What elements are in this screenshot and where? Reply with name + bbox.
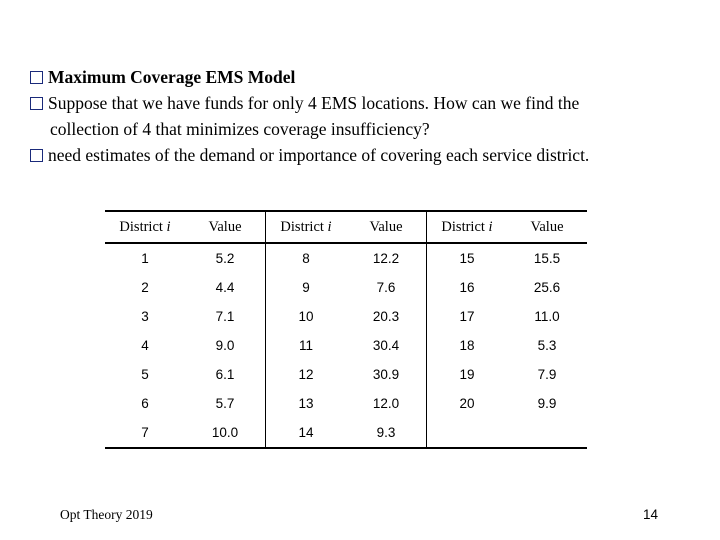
- district-cell: 12: [298, 367, 314, 382]
- district-cell: 2: [141, 280, 149, 295]
- value-cell: 4.4: [185, 273, 266, 302]
- column-header-district: District i: [119, 218, 171, 235]
- value-cell: 9.9: [537, 396, 557, 411]
- bullet-item-question: [30, 90, 710, 116]
- district-cell: 4: [141, 338, 149, 353]
- district-cell: 1: [141, 251, 149, 266]
- district-cell: 9: [302, 280, 310, 295]
- value-cell: 20.3: [346, 302, 427, 331]
- value-cell: 10.0: [185, 418, 266, 448]
- bullet-item-title: [30, 64, 710, 90]
- column-header-value: Value: [185, 211, 266, 243]
- district-cell: 10: [298, 309, 314, 324]
- district-cell: 16: [459, 280, 475, 295]
- table-row: [105, 302, 587, 331]
- table-row: [105, 273, 587, 302]
- table-row: [105, 331, 587, 360]
- district-cell: 3: [141, 309, 149, 324]
- value-cell: 7.9: [537, 367, 557, 382]
- district-cell: 18: [459, 338, 475, 353]
- value-cell: 9.3: [346, 418, 427, 448]
- value-cell: 12.2: [346, 243, 427, 273]
- district-cell: 14: [298, 425, 314, 440]
- table-row: [105, 389, 587, 418]
- value-cell: 9.0: [185, 331, 266, 360]
- checkbox-bullet-icon: [30, 71, 43, 84]
- table-row: [105, 360, 587, 389]
- value-cell: 30.4: [346, 331, 427, 360]
- checkbox-bullet-icon: [30, 97, 43, 110]
- bullet-item-estimates: [30, 142, 710, 168]
- table-row: [105, 243, 587, 273]
- district-cell: 17: [459, 309, 475, 324]
- bullet-list: [30, 64, 710, 168]
- district-cell: 6: [141, 396, 149, 411]
- district-cell: 8: [302, 251, 310, 266]
- district-value-table: [105, 210, 587, 449]
- value-cell: 12.0: [346, 389, 427, 418]
- column-header-district: District i: [280, 218, 332, 235]
- table-row: [105, 418, 587, 448]
- value-cell: 30.9: [346, 360, 427, 389]
- column-header-value: Value: [530, 218, 564, 235]
- value-cell: 7.6: [346, 273, 427, 302]
- column-header-value: Value: [346, 211, 427, 243]
- bullet-text: need estimates of the demand or importance of covering each service district.: [48, 145, 590, 165]
- value-cell: 5.3: [537, 338, 557, 353]
- checkbox-bullet-icon: [30, 149, 43, 162]
- bullet-text: Suppose that we have funds for only 4 EMS locations. How can we find the: [48, 93, 580, 113]
- value-cell: 6.1: [185, 360, 266, 389]
- table-body: [105, 243, 587, 448]
- district-cell: 7: [141, 425, 149, 440]
- value-cell: [507, 418, 587, 448]
- value-cell: 11.0: [534, 309, 560, 324]
- district-cell: 19: [459, 367, 475, 382]
- value-cell: 25.6: [533, 280, 561, 295]
- district-cell: [427, 418, 508, 448]
- value-cell: 7.1: [185, 302, 266, 331]
- district-cell: 20: [459, 396, 475, 411]
- bullet-item-question-continued: [30, 116, 710, 142]
- bullet-text: collection of 4 that minimizes coverage insufficiency?: [50, 119, 430, 139]
- value-cell: 5.7: [185, 389, 266, 418]
- table-header-row: [105, 211, 587, 243]
- district-cell: 13: [298, 396, 314, 411]
- footer-course-label: Opt Theory 2019: [60, 507, 153, 522]
- value-cell: 5.2: [185, 243, 266, 273]
- column-header-district: District i: [441, 218, 493, 235]
- district-cell: 11: [298, 338, 313, 353]
- page-number: 14: [642, 507, 658, 522]
- district-cell: 15: [459, 251, 475, 266]
- district-cell: 5: [141, 367, 149, 382]
- value-cell: 15.5: [533, 251, 561, 266]
- bullet-text: Maximum Coverage EMS Model: [48, 67, 296, 87]
